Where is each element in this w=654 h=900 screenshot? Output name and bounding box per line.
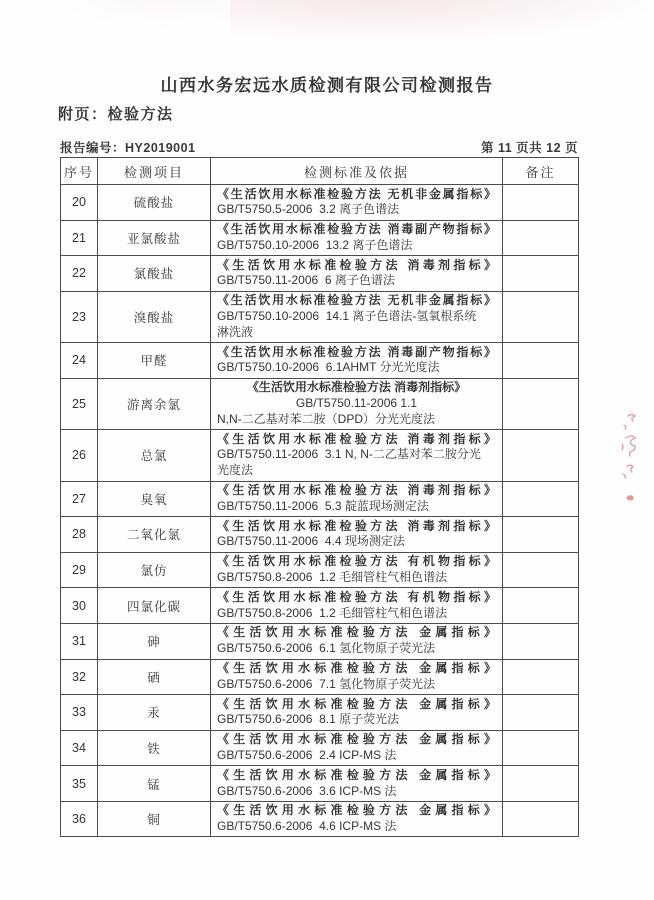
remark-cell [503, 766, 579, 802]
row-serial-number: 25 [61, 378, 98, 429]
standard-title-line: 《生活饮用水标准检验方法 金属指标》 [217, 767, 496, 782]
standard-title-line: 《生活饮用水标准检验方法 无机非金属指标》 [217, 293, 496, 308]
standard-method-line: GB/T5750.5-2006 3.2 离子色谱法 [217, 202, 400, 217]
test-standard-cell [211, 378, 503, 429]
standard-method-line: GB/T5750.6-2006 3.6 ICP-MS 法 [217, 783, 397, 798]
standard-title-line: 《生活饮用水标准检验方法 无机非金属指标》 [217, 186, 496, 201]
standard-title-line: 《生活饮用水标准检验方法 有机物指标》 [217, 589, 496, 604]
remark-cell [503, 256, 579, 292]
standard-title-line: 《生活饮用水标准检验方法 消毒剂指标》 [217, 483, 496, 498]
test-item-name: 氯酸盐 [98, 256, 211, 292]
test-standard-cell [211, 730, 503, 766]
row-serial-number: 32 [61, 659, 98, 695]
table-row [61, 552, 579, 588]
standard-method-line: GB/T5750.11-2006 3.1 N, N-二乙基对苯二胺分光 [217, 447, 481, 462]
table-row [61, 517, 579, 553]
table-header [61, 158, 579, 185]
test-standard-cell [211, 552, 503, 588]
standard-title-line: 《生活饮用水标准检验方法 金属指标》 [217, 732, 496, 747]
remark-cell [503, 801, 579, 837]
standard-method-line: GB/T5750.11-2006 6 离子色谱法 [217, 273, 395, 288]
test-item-name: 亚氯酸盐 [98, 220, 211, 256]
test-standard-cell [211, 659, 503, 695]
test-item-name: 甲醛 [98, 343, 211, 379]
test-standard-cell [211, 481, 503, 517]
remark-cell [503, 623, 579, 659]
remark-cell [503, 430, 579, 481]
test-item-name: 四氯化碳 [98, 588, 211, 624]
report-meta-row [60, 138, 578, 156]
test-item-name: 锰 [98, 766, 211, 802]
standard-title-line: 《生活饮用水标准检验方法 消毒剂指标》 [217, 518, 496, 533]
test-item-name: 铜 [98, 801, 211, 837]
attachment-subtitle: 附页：检验方法 [58, 106, 174, 123]
standard-method-line: GB/T5750.11-2006 1.1 [295, 396, 418, 411]
standard-title-line: 《生活饮用水标准检验方法 消毒剂指标》 [217, 257, 496, 272]
page-title: 山西水务宏远水质检测有限公司检测报告 [160, 76, 494, 95]
row-serial-number: 35 [61, 766, 98, 802]
test-item-name: 总氯 [98, 430, 211, 481]
table-row [61, 623, 579, 659]
row-serial-number: 34 [61, 730, 98, 766]
test-item-name: 汞 [98, 695, 211, 731]
table-row [61, 588, 579, 624]
header-remark: 备注 [503, 158, 579, 185]
row-serial-number: 23 [61, 291, 98, 342]
test-item-name: 硫酸盐 [98, 185, 211, 221]
row-serial-number: 31 [61, 623, 98, 659]
remark-cell [503, 588, 579, 624]
table-row [61, 430, 579, 481]
remark-cell [503, 343, 579, 379]
test-item-name: 砷 [98, 623, 211, 659]
row-serial-number: 27 [61, 481, 98, 517]
standard-method-line: GB/T5750.6-2006 6.1 氢化物原子荧光法 [217, 641, 436, 656]
report-number: 报告编号：HY2019001 [60, 141, 196, 155]
standard-method-line: GB/T5750.6-2006 4.6 ICP-MS 法 [217, 819, 397, 834]
table-row [61, 481, 579, 517]
table-row [61, 291, 579, 342]
standard-method-line: GB/T5750.6-2006 7.1 氢化物原子荧光法 [217, 676, 436, 691]
test-item-name: 溴酸盐 [98, 291, 211, 342]
test-item-name: 游离余氯 [98, 378, 211, 429]
header-test-standard: 检测标准及依据 [211, 158, 503, 185]
standard-method-line: N,N-二乙基对苯二胺（DPD）分光光度法 [217, 411, 435, 426]
standard-method-line: GB/T5750.10-2006 13.2 离子色谱法 [217, 237, 413, 252]
test-methods-table [60, 157, 579, 837]
remark-cell [503, 659, 579, 695]
test-item-name: 铁 [98, 730, 211, 766]
table-row [61, 766, 579, 802]
remark-cell [503, 730, 579, 766]
remark-cell [503, 185, 579, 221]
standard-method-line: GB/T5750.8-2006 1.2 毛细管柱气相色谱法 [217, 605, 448, 620]
test-item-name: 氯仿 [98, 552, 211, 588]
row-serial-number: 28 [61, 517, 98, 553]
standard-method-line: 淋洗液 [217, 324, 254, 339]
test-standard-cell [211, 430, 503, 481]
test-standard-cell [211, 695, 503, 731]
standard-title-line: 《生活饮用水标准检验方法 消毒剂指标》 [217, 431, 496, 446]
table-row [61, 185, 579, 221]
test-standard-cell [211, 220, 503, 256]
standard-title-line: 《生活饮用水标准检验方法 消毒副产物指标》 [217, 222, 496, 237]
standard-method-line: GB/T5750.10-2006 6.1AHMT 分光光度法 [217, 360, 440, 375]
standard-method-line: GB/T5750.11-2006 5.3 靛蓝现场测定法 [217, 498, 429, 513]
standard-title-line: 《生活饮用水标准检验方法 消毒剂指标》 [246, 380, 467, 395]
table-header-row [61, 158, 579, 185]
standard-method-line: GB/T5750.8-2006 1.2 毛细管柱气相色谱法 [217, 570, 448, 585]
standard-method-line: 光度法 [217, 463, 254, 478]
standard-title-line: 《生活饮用水标准检验方法 消毒副产物指标》 [217, 344, 496, 359]
red-ink-artifact [612, 408, 646, 508]
row-serial-number: 22 [61, 256, 98, 292]
row-serial-number: 36 [61, 801, 98, 837]
scan-smudge-artifact [40, 0, 290, 30]
test-item-name: 二氧化氯 [98, 517, 211, 553]
remark-cell [503, 481, 579, 517]
remark-cell [503, 220, 579, 256]
standard-method-line: GB/T5750.6-2006 8.1 原子荧光法 [217, 712, 400, 727]
table-row [61, 343, 579, 379]
table-row [61, 730, 579, 766]
remark-cell [503, 695, 579, 731]
test-standard-cell [211, 766, 503, 802]
table-row [61, 220, 579, 256]
test-item-name: 硒 [98, 659, 211, 695]
table-row [61, 659, 579, 695]
test-standard-cell [211, 801, 503, 837]
standard-method-line: GB/T5750.6-2006 2.4 ICP-MS 法 [217, 748, 397, 762]
table-row [61, 695, 579, 731]
test-standard-cell [211, 588, 503, 624]
table-row [61, 801, 579, 837]
remark-cell [503, 552, 579, 588]
test-item-name: 臭氧 [98, 481, 211, 517]
row-serial-number: 26 [61, 430, 98, 481]
standard-method-line: GB/T5750.10-2006 14.1 离子色谱法-氢氧根系统 [217, 309, 477, 324]
test-standard-cell [211, 185, 503, 221]
standard-title-line: 《生活饮用水标准检验方法 金属指标》 [217, 625, 496, 640]
row-serial-number: 20 [61, 185, 98, 221]
methods-table-body [61, 185, 579, 837]
row-serial-number: 24 [61, 343, 98, 379]
row-serial-number: 33 [61, 695, 98, 731]
table-row [61, 256, 579, 292]
row-serial-number: 21 [61, 220, 98, 256]
standard-method-line: GB/T5750.11-2006 4.4 现场测定法 [217, 534, 405, 549]
row-serial-number: 30 [61, 588, 98, 624]
test-standard-cell [211, 256, 503, 292]
standard-title-line: 《生活饮用水标准检验方法 有机物指标》 [217, 554, 496, 569]
standard-title-line: 《生活饮用水标准检验方法 金属指标》 [217, 661, 496, 676]
header-test-item: 检测项目 [98, 158, 211, 185]
test-standard-cell [211, 623, 503, 659]
row-serial-number: 29 [61, 552, 98, 588]
test-standard-cell [211, 343, 503, 379]
test-standard-cell [211, 517, 503, 553]
remark-cell [503, 517, 579, 553]
test-standard-cell [211, 291, 503, 342]
page-number-info: 第 11 页共 12 页 [480, 141, 578, 155]
standard-title-line: 《生活饮用水标准检验方法 金属指标》 [217, 696, 496, 711]
header-serial-number: 序号 [61, 158, 98, 185]
scan-smudge-artifact [230, 0, 654, 42]
remark-cell [503, 291, 579, 342]
standard-title-line: 《生活饮用水标准检验方法 金属指标》 [217, 803, 496, 818]
remark-cell [503, 378, 579, 429]
table-row [61, 378, 579, 429]
